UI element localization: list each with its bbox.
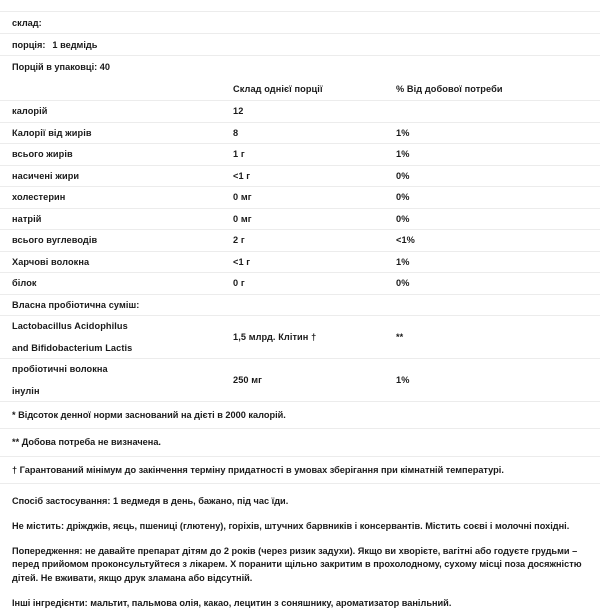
nutrient-name: насичені жири	[12, 170, 80, 181]
nutrient-name: всього жирів	[12, 149, 73, 160]
nutrient-name: холестерин	[12, 192, 66, 203]
nutrient-name: Калорії від жирів	[12, 127, 92, 138]
nutrient-amount: 2 г	[233, 235, 245, 246]
free-from-text: Не містить: дріжджів, яєць, пшениці (глютену), горіхів, штучних барвників і консервантів. Містить соєві і молочні похідні.	[12, 520, 570, 531]
blend-ingredient-line2: and Bifidobacterium Lactis	[12, 343, 133, 353]
nutrient-name: натрій	[12, 213, 42, 224]
nutrient-amount: <1 г	[233, 170, 251, 181]
serving-size-value: 1 ведмідь	[52, 40, 98, 50]
blend-amount: 1,5 млрд. Клітин †	[233, 332, 317, 342]
blend-ingredient-name	[12, 319, 233, 356]
nutrient-daily-value: 0%	[396, 278, 410, 289]
blend-header-label: Власна пробіотична суміш:	[12, 299, 140, 310]
nutrient-amount: 0 мг	[233, 213, 252, 224]
other-ingredients-text: Інші інгредієнти: мальтит, пальмова олія, какао, лецитин з соняшнику, ароматизатор ванільний.	[12, 598, 452, 609]
blend-ingredient-name	[12, 362, 233, 399]
product-info-text	[0, 484, 600, 611]
nutrient-daily-value: 1%	[396, 127, 410, 138]
table-row	[0, 272, 600, 294]
table-row	[0, 208, 600, 230]
footnote: * Відсоток денної норми заснований на дієті в 2000 калорій.	[0, 401, 600, 428]
blend-ingredient-line2: інулін	[12, 386, 40, 396]
nutrient-amount: 0 г	[233, 278, 245, 289]
footnote: ** Добова потреба не визначена.	[0, 428, 600, 455]
nutrient-rows-container	[0, 100, 600, 294]
composition-title-row	[0, 11, 600, 33]
nutrient-name: всього вуглеводів	[12, 235, 98, 246]
footnotes-container	[0, 401, 600, 484]
serving-size-label: порція:	[12, 40, 46, 50]
nutrient-amount: 8	[233, 127, 239, 138]
table-row	[0, 143, 600, 165]
column-header-amount: Склад однієї порції	[233, 84, 323, 94]
warning-text: Попередження: не давайте препарат дітям до 2 років (через ризик задухи). Якщо ви хворієте, вагітні або годуєте грудьми – перед прийомом проконсультуйтеся з лікарем. X поранити щільно закритим в прохолодному, сухому місці поза досяжністю дітей. Не вживати, якщо друк зламана або відсутній.	[12, 545, 582, 584]
composition-title: склад:	[12, 18, 42, 28]
table-row	[0, 165, 600, 187]
nutrient-amount: <1 г	[233, 256, 251, 267]
footnote: † Гарантований мінімум до закінчення терміну придатності в умовах зберігання при кімнатній температурі.	[0, 456, 600, 484]
nutrient-name: Харчові волокна	[12, 256, 90, 267]
blend-rows-container	[0, 315, 600, 401]
nutrient-daily-value: 0%	[396, 192, 410, 203]
blend-amount: 250 мг	[233, 375, 263, 385]
nutrient-daily-value: 1%	[396, 256, 410, 267]
nutrient-amount: 0 мг	[233, 192, 252, 203]
nutrient-daily-value: 0%	[396, 213, 410, 224]
servings-per-container-row	[0, 55, 600, 77]
blend-ingredient-line1: Lactobacillus Acidophilus	[12, 320, 128, 331]
directions-text: Спосіб застосування: 1 ведмедя в день, бажано, під час їди.	[12, 496, 289, 507]
servings-per-container-text: Порцій в упаковці: 40	[12, 62, 110, 72]
table-row	[0, 358, 600, 401]
table-row	[0, 186, 600, 208]
column-header-daily-value: % Від добової потреби	[396, 84, 503, 94]
serving-size-row	[0, 33, 600, 55]
nutrient-daily-value: 0%	[396, 170, 410, 181]
nutrient-daily-value: <1%	[396, 235, 415, 246]
nutrient-name: калорій	[12, 106, 48, 117]
nutrient-amount: 1 г	[233, 149, 245, 160]
table-row	[0, 251, 600, 273]
table-column-header-row	[0, 77, 600, 100]
table-row	[0, 100, 600, 122]
top-spacer	[0, 0, 600, 11]
table-row	[0, 229, 600, 251]
blend-daily-value: **	[396, 332, 404, 342]
nutrient-name: білок	[12, 278, 37, 289]
blend-header-row	[0, 294, 600, 316]
nutrient-amount: 12	[233, 106, 244, 117]
nutrient-daily-value: 1%	[396, 149, 410, 160]
blend-daily-value: 1%	[396, 375, 410, 385]
blend-ingredient-line1: пробіотичні волокна	[12, 363, 108, 374]
table-row	[0, 315, 600, 358]
table-row	[0, 122, 600, 144]
